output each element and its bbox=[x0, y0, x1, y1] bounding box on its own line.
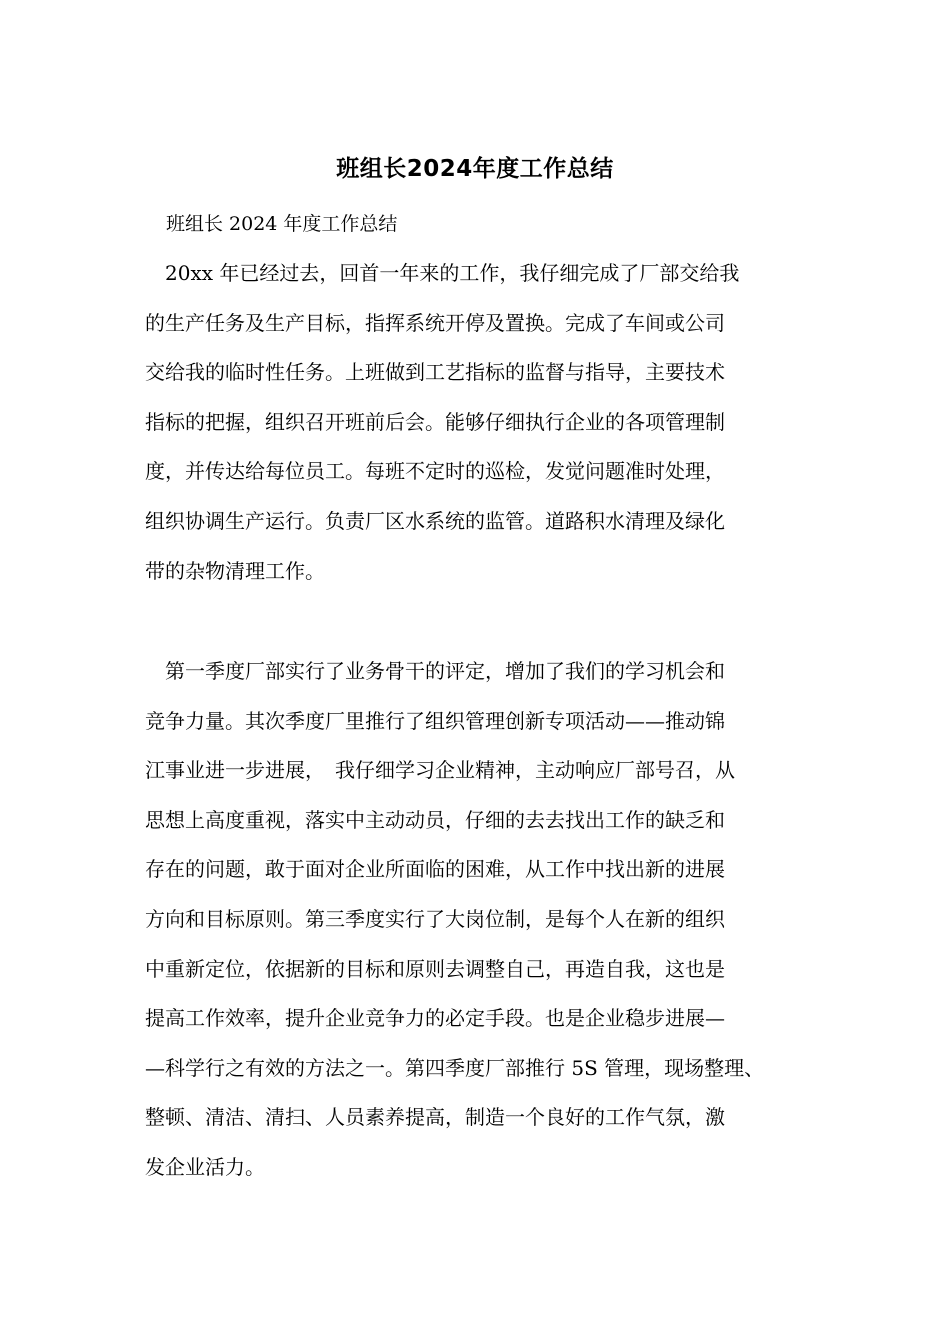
paragraph-line: 第一季度厂部实行了业务骨干的评定，增加了我们的学习机会和 bbox=[145, 659, 725, 683]
paragraph-line: 竞争力量。其次季度厂里推行了组织管理创新专项活动——推动锦 bbox=[145, 708, 725, 733]
paragraph-line: 交给我的临时性任务。上班做到工艺指标的监督与指导，主要技术 bbox=[145, 360, 725, 385]
document-subtitle: 班组长 2024 年度工作总结 bbox=[166, 213, 398, 235]
paragraph-line: 方向和目标原则。第三季度实行了大岗位制，是每个人在新的组织 bbox=[145, 906, 725, 931]
paragraph-line: 度，并传达给每位员工。每班不定时的巡检，发觉问题准时处理， bbox=[145, 459, 725, 484]
paragraph-line: 整顿、清洁、清扫、人员素养提高，制造一个良好的工作气氛，激 bbox=[145, 1105, 725, 1130]
paragraph-line: 发企业活力。 bbox=[145, 1154, 265, 1179]
paragraph-1 bbox=[145, 249, 810, 596]
paragraph-line: 指标的把握，组织召开班前后会。能够仔细执行企业的各项管理制 bbox=[145, 409, 725, 434]
paragraph-line: 江事业进一步进展， 我仔细学习企业精神，主动响应厂部号召，从 bbox=[145, 758, 735, 783]
paragraph-2 bbox=[145, 647, 810, 1193]
paragraph-line: 组织协调生产运行。负责厂区水系统的监管。道路积水清理及绿化 bbox=[145, 508, 725, 533]
paragraph-line: 带的杂物清理工作。 bbox=[145, 558, 325, 583]
paragraph-line: —科学行之有效的方法之一。第四季度厂部推行 5S 管理，现场整理、 bbox=[145, 1055, 765, 1080]
paragraph-line: 提高工作效率，提升企业竞争力的必定手段。也是企业稳步进展— bbox=[145, 1006, 725, 1031]
paragraph-line: 存在的问题，敢于面对企业所面临的困难，从工作中找出新的进展 bbox=[145, 857, 725, 882]
paragraph-line: 中重新定位，依据新的目标和原则去调整自己，再造自我，这也是 bbox=[145, 956, 725, 981]
paragraph-line: 的生产任务及生产目标，指挥系统开停及置换。完成了车间或公司 bbox=[145, 310, 725, 335]
document-title: 班组长2024年度工作总结 bbox=[336, 156, 614, 182]
paragraph-line: 思想上高度重视，落实中主动动员，仔细的去去找出工作的缺乏和 bbox=[145, 807, 725, 832]
paragraph-line: 20xx 年已经过去，回首一年来的工作，我仔细完成了厂部交给我 bbox=[145, 261, 740, 285]
